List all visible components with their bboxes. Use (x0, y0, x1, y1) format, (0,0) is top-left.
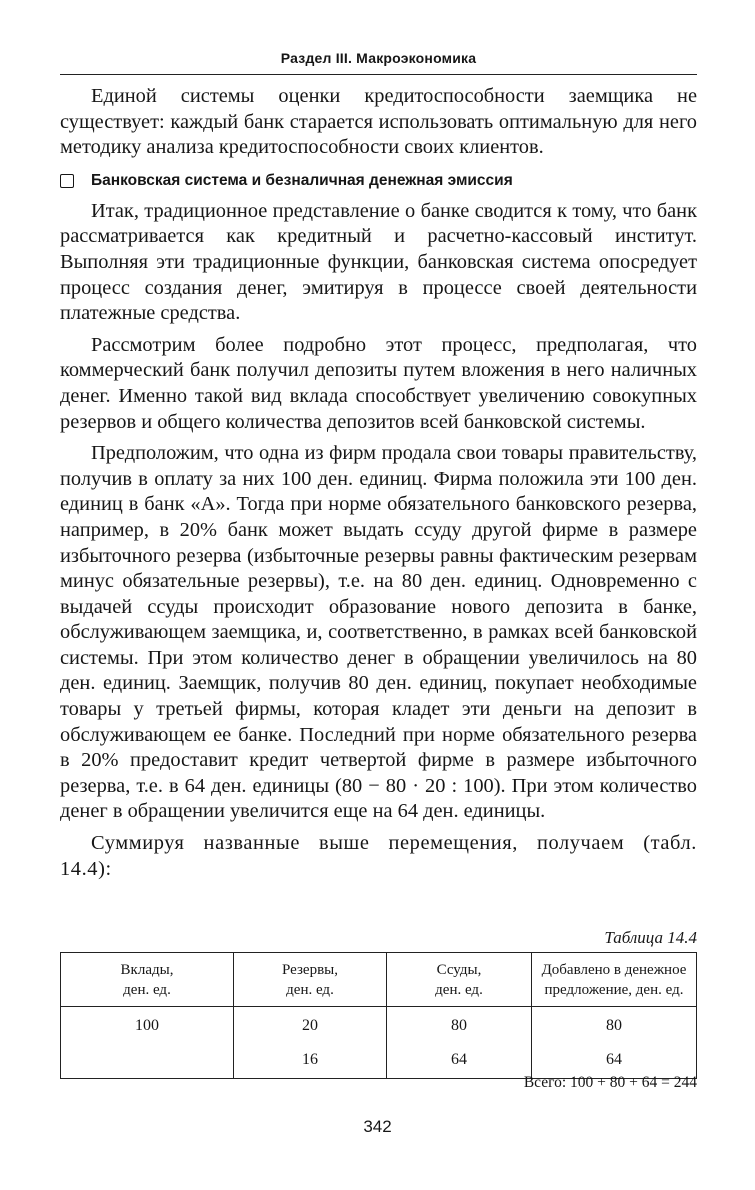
column-header-loans: Ссуды, ден. ед. (387, 953, 532, 1007)
table-cell: 80 (532, 1007, 697, 1043)
table-cell: 64 (532, 1042, 697, 1079)
paragraph-4: Суммируя названные выше перемещения, получаем (табл. 14.4): (60, 832, 697, 880)
column-header-deposits: Вклады, ден. ед. (61, 953, 234, 1007)
table-cell: 100 (61, 1007, 234, 1043)
table-header-row (61, 953, 697, 1007)
section-heading-text: Банковская система и безналичная денежная эмиссия (91, 171, 513, 189)
header-divider (60, 74, 697, 75)
column-header-reserves: Резервы, ден. ед. (234, 953, 387, 1007)
table-cell: 64 (387, 1042, 532, 1079)
section-heading (60, 171, 697, 191)
table-cell: 16 (234, 1042, 387, 1079)
checkbox-square-icon (60, 174, 74, 188)
paragraph-intro: Единой системы оценки кредитоспособности заемщика не существует: каждый банк старается использовать оптимальную для него методику анализа кредитоспособности своих клиентов. (60, 85, 697, 159)
paragraph-2: Рассмотрим более подробно этот процесс, предполагая, что коммерческий банк получил депозиты путем вложения в него наличных денег. Именно такой вид вклада способствует увеличению совокупных резервов и общего количества депозитов всей банковской системы. (60, 333, 697, 433)
running-header: Раздел III. Макроэкономика (280, 50, 477, 66)
table-caption: Таблица 14.4 (604, 928, 697, 947)
table-cell: 20 (234, 1007, 387, 1043)
column-header-money-supply: Добавлено в денежное предложение, ден. ед. (532, 953, 697, 1007)
paragraph-3: Предположим, что одна из фирм продала свои товары правительству, получив в оплату за них 100 ден. единиц. Фирма положила эти 100 ден. единиц в банк «А». Тогда при норме обязательного банковского резерва, например, в 20% банк может выдать ссуду другой фирме в размере избыточного резерва (избыточные резервы равны фактическим резервам минус обязательные резервы), т.е. на 80 ден. единиц. Одновременно с выдачей ссуды происходит образование нового депозита в банке, обслуживающем заемщика, и, соответственно, в рамках всей банковской системы. При этом количество денег в обращении увеличилось на 80 ден. единиц. Заемщик, получив 80 ден. единиц, покупает необходимые товары у третьей фирмы, которая кладет эти деньги на депозит в обслуживающем ее банке. Последний при норме обязательного резерва в 20% предоставит кредит четвертой фирме в размере избыточного резерва, т.е. в 64 ден. единицы (80 − 80 · 20 : 100). При этом количество денег в обращении увеличится еще на 64 ден. единицы. (60, 442, 697, 823)
table-total: Всего: 100 + 80 + 64 = 244 (523, 1074, 697, 1091)
paragraph-1: Итак, традиционное представление о банке сводится к тому, что банк рассматривается как кредитный и расчетно-кассовый институт. Выполняя эти традиционные функции, банковская система опосредует процесс создания денег, эмитируя в процессе своей деятельности платежные средства. (60, 199, 697, 325)
page-body (60, 84, 697, 882)
table-cell (61, 1042, 234, 1079)
table-row (61, 1007, 697, 1043)
table-cell: 80 (387, 1007, 532, 1043)
page-number: 342 (363, 1117, 392, 1136)
data-table (60, 952, 697, 1079)
